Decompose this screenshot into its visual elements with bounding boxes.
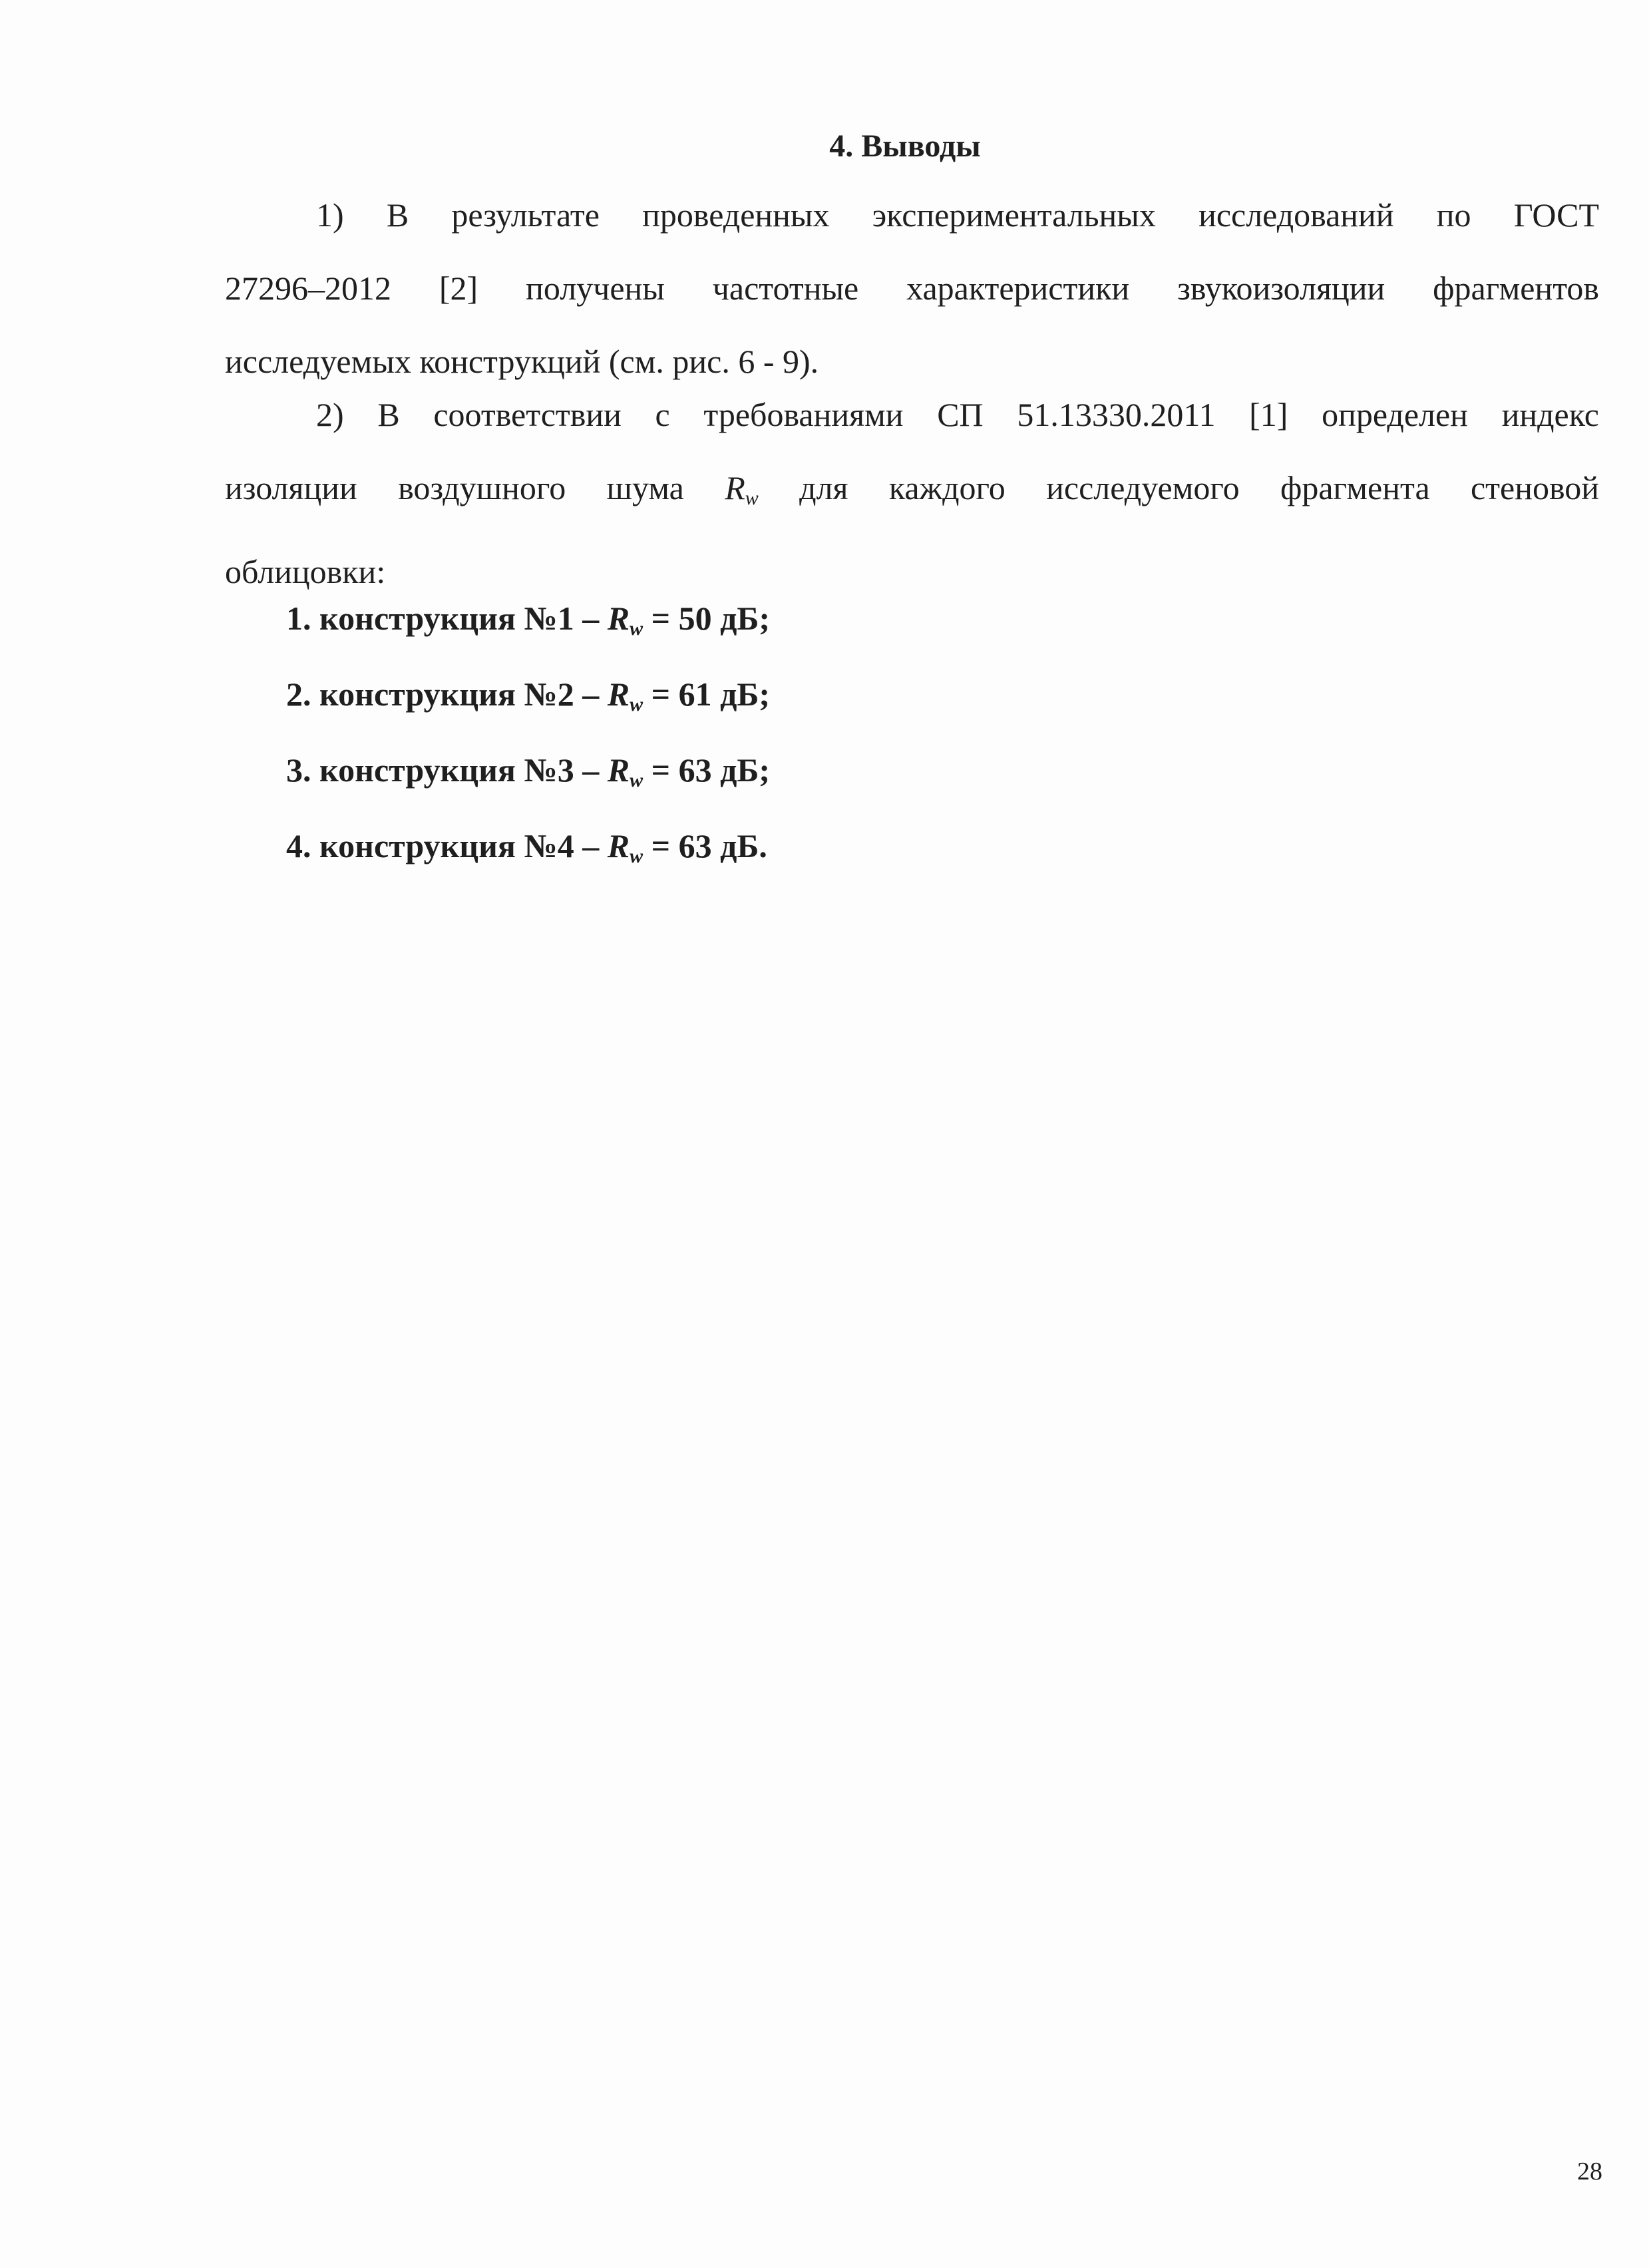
list-item: 4. конструкция №4 – $R_w = 63$ дБ.	[286, 827, 767, 867]
rw-symbol: $R_w$	[607, 675, 643, 715]
results-list	[286, 586, 770, 889]
paragraph-2-line-1: 2) В соответствии с требованиями СП 51.13330.2011 [1] определен индекс	[316, 396, 1599, 433]
section-heading: 4. Выводы	[829, 128, 981, 164]
paragraph-2-line-2: изоляции воздушного шума $R_w$ для каждого исследуемого фрагмента стеновой	[225, 469, 1600, 509]
rw-symbol: $R_w$	[607, 600, 643, 640]
list-item: 3. конструкция №3 – $R_w = 63$ дБ;	[286, 751, 771, 791]
conclusion-paragraph-1	[225, 178, 1599, 398]
rw-symbol: $R_w$	[607, 827, 643, 867]
list-item: 1. конструкция №1 – $R_w = 50$ дБ;	[286, 600, 771, 640]
paragraph-2-line-3: облицовки:	[225, 553, 386, 590]
conclusion-paragraph-2	[225, 378, 1599, 608]
paragraph-1-line-2: 27296–2012 [2] получены частотные характеристики звукоизоляции фрагментов	[225, 270, 1599, 307]
list-item: 2. конструкция №2 – $R_w = 61$ дБ;	[286, 675, 771, 715]
page-number: 28	[1577, 2158, 1602, 2185]
paragraph-1-line-1: 1) В результате проведенных экспериментальных исследований по ГОСТ	[316, 196, 1599, 234]
rw-symbol: $R_w$	[607, 751, 643, 791]
paragraph-1-line-3: исследуемых конструкций (см. рис. 6 - 9).	[225, 343, 819, 380]
rw-symbol: $R_w$	[725, 469, 759, 509]
